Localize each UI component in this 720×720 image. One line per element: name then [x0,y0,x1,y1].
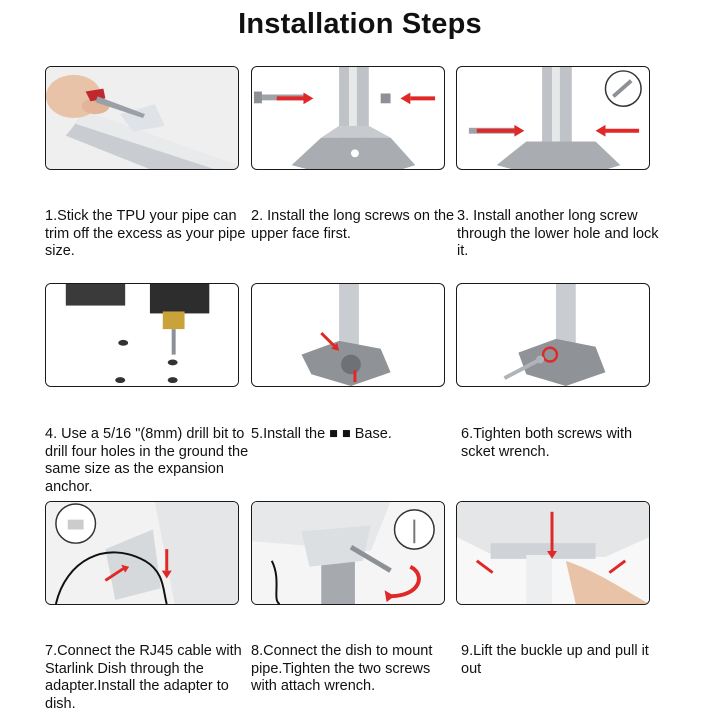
step-8-caption: 8.Connect the dish to mount pipe.Tighten the two screws with attach wrench. [251,643,433,694]
step-6-image [456,283,650,387]
step-2-caption: 2. Install the long screws on the upper face first. [251,208,455,242]
step-9-image [456,501,650,605]
step-2-image [251,66,445,170]
step-4-image [45,283,239,387]
step-5-caption: 5.Install the ■ ■ Base. [251,426,392,442]
step-9-caption: 9.Lift the buckle up and pull it out [461,643,649,677]
step-3-caption: 3. Install another long screw through the lower hole and lock it. [457,208,659,259]
step-7-caption: 7.Connect the RJ45 cable with Starlink Dish through the adapter.Install the adapter to dish. [45,643,242,712]
step-8-image [251,501,445,605]
step-4-caption: 4. Use a 5/16 "(8mm) drill bit to drill four holes in the ground the same size as the expansion anchor. [45,426,249,495]
step-6-caption: 6.Tighten both screws with scket wrench. [461,426,633,460]
step-1-caption: 1.Stick the TPU your pipe can trim off the excess as your pipe size. [45,208,246,259]
step-5-image [251,283,445,387]
page-title: Installation Steps [238,8,482,40]
step-1-image [45,66,239,170]
step-3-image [456,66,650,170]
step-7-image [45,501,239,605]
